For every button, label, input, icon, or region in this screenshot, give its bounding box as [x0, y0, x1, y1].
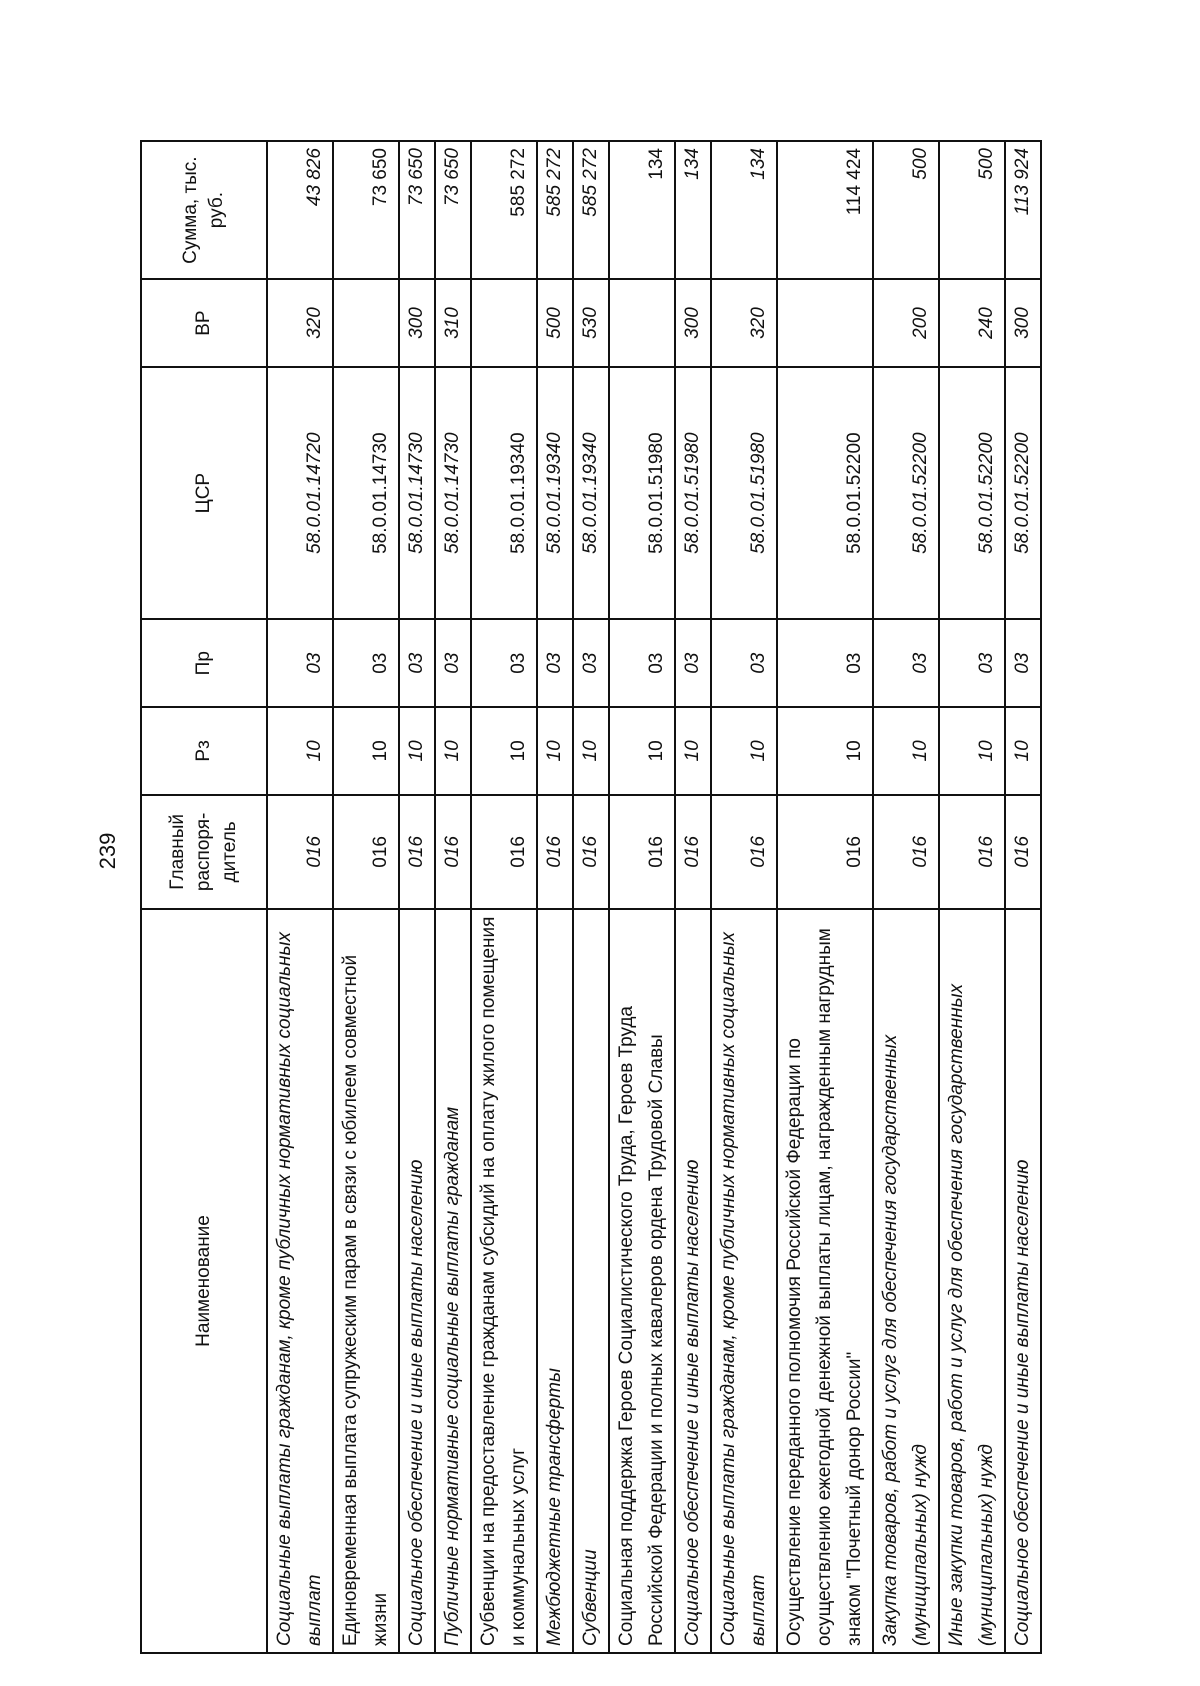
cell-main-manager: 016	[675, 795, 711, 909]
cell-name: Социальная поддержка Героев Социалистического Труда, Героев Труда Российской Федерации и полных кавалеров ордена Трудовой Славы	[609, 909, 675, 1653]
cell-section: 10	[873, 707, 939, 795]
table-row	[435, 141, 471, 1653]
table-row	[471, 141, 537, 1653]
cell-expense-type: 500	[537, 279, 573, 367]
cell-expense-type: 240	[939, 279, 1005, 367]
cell-target-article: 58.0.01.14720	[267, 367, 333, 619]
cell-target-article: 58.0.01.14730	[435, 367, 471, 619]
cell-name: Иные закупки товаров, работ и услуг для обеспечения государственных (муниципальных) нужд	[939, 909, 1005, 1653]
cell-expense-type: 200	[873, 279, 939, 367]
cell-expense-type: 320	[267, 279, 333, 367]
cell-expense-type: 300	[675, 279, 711, 367]
cell-main-manager: 016	[573, 795, 609, 909]
table-row	[267, 141, 333, 1653]
table-row	[777, 141, 873, 1653]
header-subsection: Пр	[141, 619, 267, 707]
cell-amount: 134	[675, 141, 711, 279]
cell-name: Социальные выплаты гражданам, кроме публичных нормативных социальных выплат	[711, 909, 777, 1653]
header-expense-type: ВР	[141, 279, 267, 367]
cell-target-article: 58.0.01.52200	[777, 367, 873, 619]
cell-name: Социальное обеспечение и иные выплаты населению	[675, 909, 711, 1653]
cell-target-article: 58.0.01.52200	[1005, 367, 1041, 619]
cell-subsection: 03	[939, 619, 1005, 707]
cell-subsection: 03	[573, 619, 609, 707]
cell-section: 10	[939, 707, 1005, 795]
cell-expense-type: 300	[1005, 279, 1041, 367]
cell-amount: 73 650	[435, 141, 471, 279]
cell-target-article: 58.0.01.14730	[333, 367, 399, 619]
cell-main-manager: 016	[609, 795, 675, 909]
cell-amount: 114 424	[777, 141, 873, 279]
cell-target-article: 58.0.01.51980	[675, 367, 711, 619]
cell-section: 10	[777, 707, 873, 795]
header-target-article: ЦСР	[141, 367, 267, 619]
table-row	[675, 141, 711, 1653]
cell-target-article: 58.0.01.14730	[399, 367, 435, 619]
cell-amount: 585 272	[573, 141, 609, 279]
cell-name: Публичные нормативные социальные выплаты гражданам	[435, 909, 471, 1653]
cell-subsection: 03	[1005, 619, 1041, 707]
table-row	[939, 141, 1005, 1653]
cell-subsection: 03	[609, 619, 675, 707]
cell-subsection: 03	[777, 619, 873, 707]
cell-subsection: 03	[537, 619, 573, 707]
cell-expense-type: 320	[711, 279, 777, 367]
cell-subsection: 03	[675, 619, 711, 707]
table-header-row	[141, 141, 267, 1653]
cell-main-manager: 016	[333, 795, 399, 909]
cell-section: 10	[573, 707, 609, 795]
header-name: Наименование	[141, 909, 267, 1653]
cell-target-article: 58.0.01.52200	[873, 367, 939, 619]
header-main-manager: Главный распоря-дитель	[141, 795, 267, 909]
cell-subsection: 03	[873, 619, 939, 707]
cell-section: 10	[471, 707, 537, 795]
cell-expense-type	[471, 279, 537, 367]
header-section: Рз	[141, 707, 267, 795]
cell-section: 10	[711, 707, 777, 795]
cell-amount: 43 826	[267, 141, 333, 279]
cell-name: Субвенции на предоставление гражданам субсидий на оплату жилого помещения и коммунальных услуг	[471, 909, 537, 1653]
cell-section: 10	[609, 707, 675, 795]
cell-main-manager: 016	[267, 795, 333, 909]
cell-main-manager: 016	[873, 795, 939, 909]
cell-name: Субвенции	[573, 909, 609, 1653]
cell-main-manager: 016	[777, 795, 873, 909]
table-row	[711, 141, 777, 1653]
cell-main-manager: 016	[711, 795, 777, 909]
cell-main-manager: 016	[435, 795, 471, 909]
cell-section: 10	[675, 707, 711, 795]
cell-amount: 73 650	[399, 141, 435, 279]
cell-amount: 134	[609, 141, 675, 279]
table-row	[537, 141, 573, 1653]
cell-main-manager: 016	[471, 795, 537, 909]
cell-subsection: 03	[435, 619, 471, 707]
cell-section: 10	[435, 707, 471, 795]
cell-subsection: 03	[711, 619, 777, 707]
table-row	[573, 141, 609, 1653]
cell-name: Социальное обеспечение и иные выплаты населению	[1005, 909, 1041, 1653]
cell-amount: 73 650	[333, 141, 399, 279]
cell-subsection: 03	[399, 619, 435, 707]
cell-expense-type: 310	[435, 279, 471, 367]
cell-section: 10	[537, 707, 573, 795]
page-number: 239	[95, 832, 120, 870]
cell-amount: 500	[873, 141, 939, 279]
cell-section: 10	[333, 707, 399, 795]
cell-section: 10	[267, 707, 333, 795]
table-row	[399, 141, 435, 1653]
cell-name: Социальные выплаты гражданам, кроме публичных нормативных социальных выплат	[267, 909, 333, 1653]
table-body	[267, 141, 1041, 1653]
cell-main-manager: 016	[939, 795, 1005, 909]
rotated-table-wrapper	[140, 140, 1056, 1654]
header-amount: Сумма, тыс. руб.	[141, 141, 267, 279]
cell-name: Единовременная выплата супружеским парам в связи с юбилеем совместной жизни	[333, 909, 399, 1653]
cell-main-manager: 016	[537, 795, 573, 909]
cell-subsection: 03	[333, 619, 399, 707]
cell-name: Закупка товаров, работ и услуг для обеспечения государственных (муниципальных) нужд	[873, 909, 939, 1653]
cell-amount: 585 272	[471, 141, 537, 279]
table-row	[333, 141, 399, 1653]
table-row	[1005, 141, 1041, 1653]
cell-amount: 585 272	[537, 141, 573, 279]
cell-expense-type: 300	[399, 279, 435, 367]
cell-section: 10	[1005, 707, 1041, 795]
cell-subsection: 03	[471, 619, 537, 707]
cell-target-article: 58.0.01.51980	[609, 367, 675, 619]
cell-subsection: 03	[267, 619, 333, 707]
table-row	[609, 141, 675, 1653]
cell-main-manager: 016	[399, 795, 435, 909]
cell-amount: 500	[939, 141, 1005, 279]
cell-target-article: 58.0.01.19340	[573, 367, 609, 619]
cell-target-article: 58.0.01.19340	[537, 367, 573, 619]
cell-target-article: 58.0.01.51980	[711, 367, 777, 619]
cell-section: 10	[399, 707, 435, 795]
cell-expense-type	[333, 279, 399, 367]
cell-target-article: 58.0.01.52200	[939, 367, 1005, 619]
cell-name: Межбюджетные трансферты	[537, 909, 573, 1653]
cell-expense-type	[609, 279, 675, 367]
cell-amount: 113 924	[1005, 141, 1041, 279]
cell-amount: 134	[711, 141, 777, 279]
budget-table	[140, 140, 1042, 1654]
cell-main-manager: 016	[1005, 795, 1041, 909]
table-row	[873, 141, 939, 1653]
cell-name: Социальное обеспечение и иные выплаты населению	[399, 909, 435, 1653]
cell-expense-type	[777, 279, 873, 367]
cell-target-article: 58.0.01.19340	[471, 367, 537, 619]
cell-name: Осуществление переданного полномочия Российской Федерации по осуществлению ежегодной денежной выплаты лицам, награжденным нагрудным знаком "Почетный донор России"	[777, 909, 873, 1653]
cell-expense-type: 530	[573, 279, 609, 367]
